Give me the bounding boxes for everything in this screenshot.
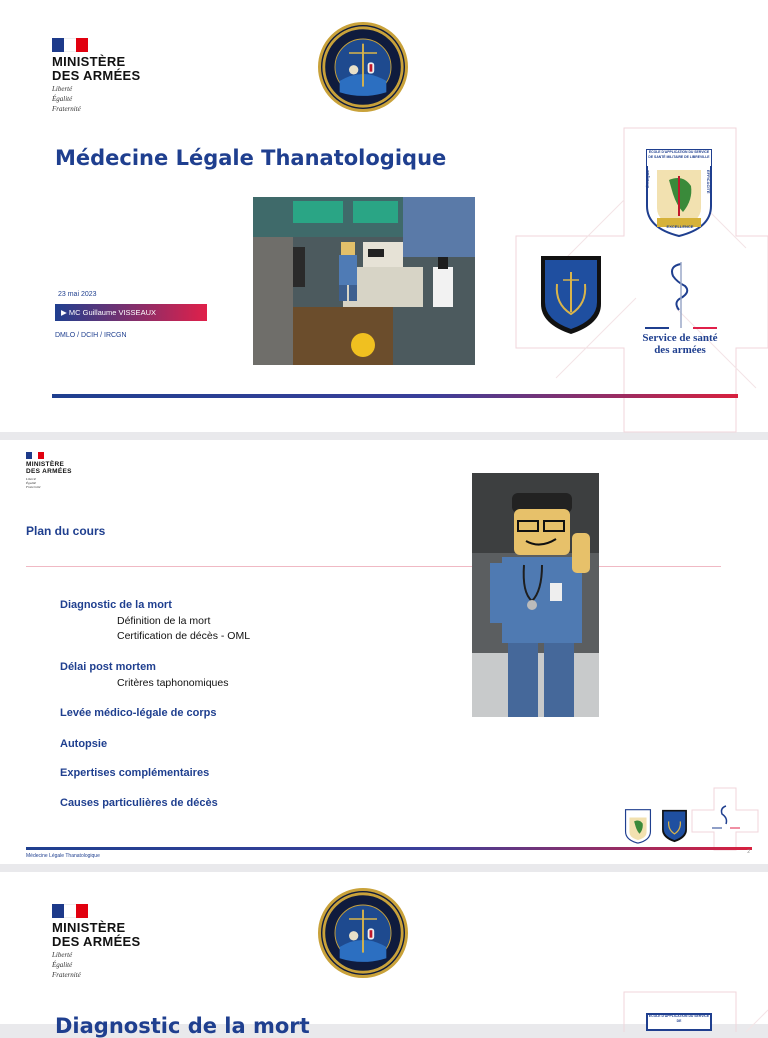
shield-badge-small	[661, 809, 688, 843]
presentation-date: 23 mai 2023	[58, 291, 97, 298]
toc-delai: Délai post mortem	[60, 661, 156, 673]
lego-lab-photo	[253, 197, 475, 365]
toc-expertises: Expertises complémentaires	[60, 767, 210, 779]
toc-autopsie: Autopsie	[60, 738, 108, 750]
ssa-logo-text	[632, 332, 728, 356]
title-slide	[0, 0, 768, 432]
french-flag-icon	[52, 904, 88, 918]
motto-liberte: Liberté	[52, 951, 73, 959]
lego-doctor-photo	[472, 473, 599, 717]
department: DMLO / DCIH / IRCGN	[55, 332, 127, 339]
motto-egalite: Égalité	[52, 95, 73, 103]
gradient-bar	[52, 394, 738, 398]
gradient-bar	[26, 847, 752, 850]
school-word-efficacite: EFFICACITÉ	[706, 170, 711, 194]
ministry-line2: DES ARMÉES	[26, 468, 72, 475]
school-badge-text: ÉCOLE D'APPLICATION DU SERVICE DE	[648, 1014, 710, 1023]
toc-diagnostic: Diagnostic de la mort	[60, 599, 172, 611]
presenter-name: MC Guillaume VISSEAUX	[68, 308, 156, 317]
motto-egalite: Égalité	[26, 481, 37, 485]
outline-heading: Plan du cours	[26, 524, 106, 538]
logo-frame-decoration	[516, 992, 768, 1032]
school-badge-small	[624, 808, 652, 844]
motto-liberte: Liberté	[52, 85, 73, 93]
section-slide	[0, 872, 768, 1038]
footer-title: Médecine Légale Thanatologique	[26, 853, 100, 859]
ssa-line2: des armées	[654, 344, 706, 356]
motto-egalite: Égalité	[52, 961, 73, 969]
presentation-title: Médecine Légale Thanatologique	[55, 146, 447, 170]
forensic-institute-seal	[318, 22, 408, 112]
shield-badge	[539, 254, 603, 336]
toc-item: Certification de décès - OML	[117, 630, 251, 642]
presenter-banner	[55, 304, 207, 321]
page-number: 2	[747, 849, 750, 855]
ministry-logo-small	[26, 452, 72, 489]
ministry-line2: DES ARMÉES	[52, 68, 141, 83]
ministry-logo	[52, 38, 140, 113]
french-flag-icon	[52, 38, 88, 52]
french-flag-icon	[26, 452, 44, 459]
ssa-logo-small	[692, 788, 758, 850]
ministry-line2: DES ARMÉES	[52, 934, 141, 949]
ministry-logo	[52, 904, 140, 979]
section-title: Diagnostic de la mort	[55, 1014, 310, 1038]
school-word-excellence: EXCELLENCE	[666, 224, 694, 229]
ministry-line1: MINISTÈRE	[52, 54, 126, 69]
divider-line-right	[599, 566, 721, 567]
toc-item: Définition de la mort	[117, 615, 211, 627]
ssa-line1: Service de santé	[642, 332, 718, 344]
motto-fraternite: Fraternité	[52, 971, 81, 979]
school-word-ethique: ÉTHIQUE	[645, 170, 650, 188]
outline-slide	[0, 440, 768, 864]
toc-causes: Causes particulières de décès	[60, 797, 218, 809]
forensic-institute-seal	[318, 888, 408, 978]
motto-liberte: Liberté	[26, 477, 37, 481]
ministry-line1: MINISTÈRE	[52, 920, 126, 935]
motto-fraternite: Fraternité	[26, 485, 41, 489]
play-arrow-icon: ▶	[61, 308, 67, 317]
ministry-line1: MINISTÈRE	[26, 461, 65, 468]
toc-levee: Levée médico-légale de corps	[60, 707, 217, 719]
toc-item: Critères taphonomiques	[117, 677, 229, 689]
ssa-logo-icon	[645, 258, 717, 330]
school-badge-text: ÉCOLE D'APPLICATION DU SERVICE DE SANTÉ MILITAIRE DE LIBREVILLE	[648, 150, 710, 159]
motto-fraternite: Fraternité	[52, 105, 81, 113]
